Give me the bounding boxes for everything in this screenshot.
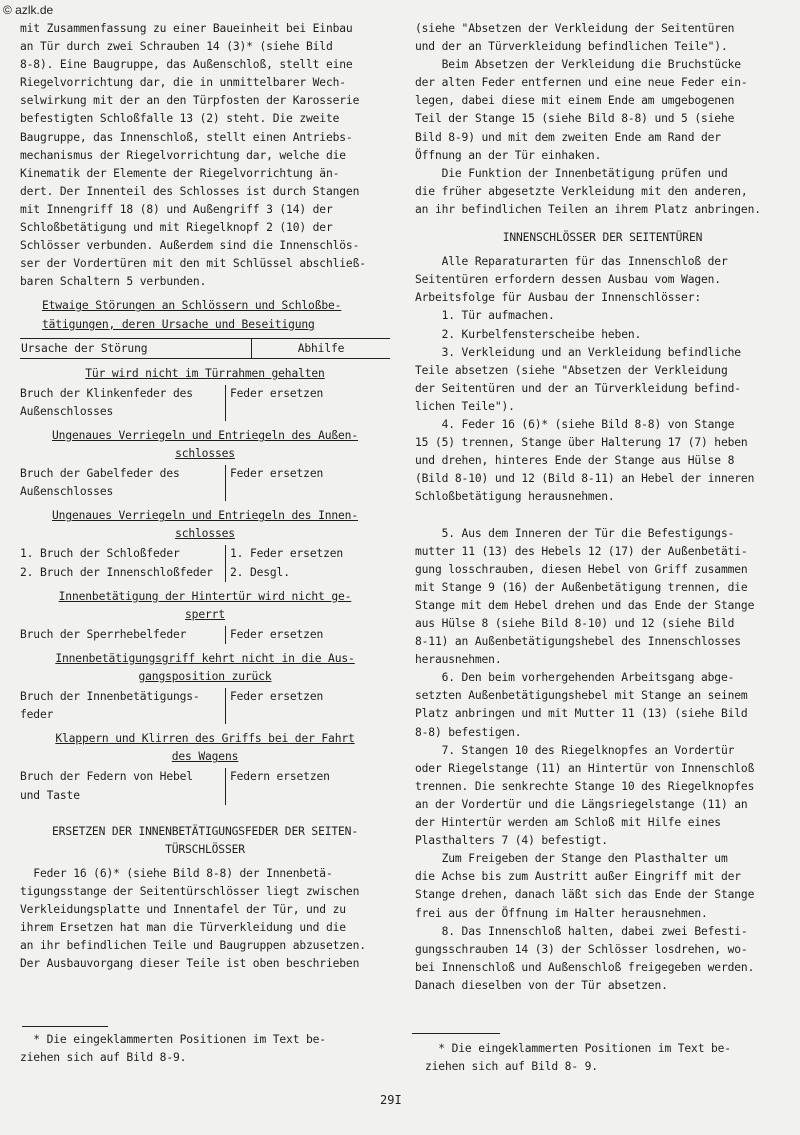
- fault-title-line: Klappern und Klirren des Griffs bei der Fahrt: [55, 732, 355, 746]
- fault-title-line: des Wagens: [171, 750, 239, 764]
- fault-title: [20, 507, 390, 543]
- text-line: befestigten Schloßfalle 13 (2) steht. Die zweite: [20, 112, 340, 126]
- footnote-right: [425, 1040, 731, 1076]
- fault-row: [20, 768, 390, 804]
- text-line: gung losschrauben, diesen Hebel von Griff zusammen: [415, 562, 748, 576]
- text-line: selwirkung mit der an den Türpfosten der Karosserie: [20, 94, 360, 108]
- text-line: ihrem Ersetzen hat man die Türverkleidung und die: [20, 921, 346, 935]
- fault-title-line: Ungenaues Verriegeln und Entriegeln des Innen-: [52, 509, 358, 523]
- fault-row: [20, 688, 390, 724]
- text-line: 6. Den beim vorhergehenden Arbeitsgang abge-: [415, 671, 735, 685]
- fault-title: [20, 365, 390, 383]
- text-line: (Bild 8-10) und 12 (Bild 8-11) an Hebel der inneren: [415, 472, 755, 486]
- fault-remedy: Feder ersetzen: [225, 626, 390, 644]
- text-line: tigungsstange der Seitentürschlösser liegt zwischen: [20, 884, 360, 898]
- text-line: an Tür durch zwei Schrauben 14 (3)* (siehe Bild: [20, 40, 333, 54]
- text-line: aus Hülse 8 (siehe Bild 8-10) und 12 (siehe Bild: [415, 617, 735, 630]
- text-line: * Die eingeklammerten Positionen im Text be-: [20, 1033, 326, 1046]
- text-line: 15 (5) trennen, Stange über Halterung 17 (7) heben: [415, 436, 748, 450]
- fault-cause: Bruch der Klinkenfeder des Außenschlosses: [20, 386, 193, 418]
- fault-title-line: sperrt: [185, 607, 225, 621]
- fault-remedy: Federn ersetzen: [225, 768, 390, 804]
- text-line: 1. Tür aufmachen.: [415, 309, 555, 323]
- text-line: Alle Reparaturarten für das Innenschloß der: [415, 255, 728, 269]
- fault-row: [20, 626, 390, 644]
- fault-cause: Bruch der Gabelfeder des Außenschlosses: [20, 467, 180, 499]
- footnote-rule-left: [22, 1026, 108, 1027]
- fault-cause: Bruch der Sperrhebelfeder: [20, 627, 187, 641]
- text-line: trennen. Die senkrechte Stange 10 des Riegelknopfes: [415, 779, 755, 793]
- text-line: Der Ausbauvorgang dieser Teile ist oben beschrieben: [20, 957, 360, 971]
- footnote-rule-right: [412, 1033, 500, 1034]
- text-line: mit Innengriff 18 (8) und Außengriff 3 (14) der: [20, 202, 333, 216]
- text-line: TÜRSCHLÖSSER: [165, 842, 245, 856]
- text-line: [415, 506, 790, 524]
- text-line: Feder 16 (6)* (siehe Bild 8-8) der Innenbetä-: [20, 866, 333, 880]
- text-line: Plasthalters 7 (4) befestigt.: [415, 834, 608, 848]
- right-top-paragraph: [415, 20, 790, 219]
- text-line: baren Schaltern 5 verbunden.: [20, 275, 207, 289]
- text-line: 4. Feder 16 (6)* (siehe Bild 8-8) von Stange: [415, 417, 735, 431]
- fault-cause: Bruch der Federn von Hebel und Taste: [20, 770, 193, 802]
- fault-title-line: schlosses: [175, 446, 235, 460]
- text-line: mutter 11 (13) des Hebels 12 (17) der Außenbetäti-: [415, 544, 748, 558]
- left-column: [20, 20, 390, 973]
- text-line: Zum Freigeben der Stange den Plasthalter um: [415, 852, 728, 866]
- text-line: herausnehmen.: [415, 653, 502, 667]
- text-line: Seitentüren erfordern dessen Ausbau vom Wagen.: [415, 273, 721, 287]
- fault-title: [20, 730, 390, 766]
- fault-remedy: Feder ersetzen: [225, 385, 390, 421]
- text-line: Kinematik der Elemente der Riegelvorrichtung än-: [20, 166, 340, 180]
- text-line: der alten Feder entfernen und eine neue Feder ein-: [415, 76, 748, 90]
- fault-title: [20, 650, 390, 686]
- table-title: [20, 297, 390, 333]
- page-number: 29I: [380, 1093, 402, 1107]
- text-line: an ihr befindlichen Teilen an ihrem Platz anbringen.: [415, 202, 761, 216]
- text-line: bei Innenschloß und Außenschloß freigegeben werden.: [415, 960, 755, 974]
- text-line: 3. Verkleidung und an Verkleidung befindliche: [415, 345, 741, 359]
- fault-title: [20, 427, 390, 463]
- text-line: Teile absetzen (siehe "Absetzen der Verkleidung: [415, 363, 728, 377]
- text-line: Die Funktion der Innenbetätigung prüfen und: [415, 166, 728, 180]
- replace-paragraph: [20, 865, 390, 974]
- text-line: frei aus der Öffnung im Halter herausnehmen.: [415, 906, 708, 920]
- text-line: Etwaige Störungen an Schlössern und Schloßbe-: [42, 299, 342, 313]
- text-line: gungsschrauben 14 (3) der Schlösser losdrehen, wo-: [415, 942, 748, 956]
- fault-table: [20, 365, 390, 805]
- intro-paragraph: [20, 20, 390, 291]
- text-line: 2. Kurbelfensterscheibe heben.: [415, 327, 642, 341]
- fault-row: [20, 545, 390, 581]
- text-line: Teil der Stange 15 (siehe Bild 8-8) und 5 (siehe: [415, 112, 735, 126]
- text-line: 5. Aus dem Inneren der Tür die Befestigungs-: [415, 526, 735, 540]
- replace-heading: [20, 823, 390, 859]
- text-line: Öffnung an der Tür einhaken.: [415, 148, 602, 162]
- text-line: setzten Außenbetätigungshebel mit Stange an seinem: [415, 689, 748, 703]
- text-line: Verkleidungsplatte und Innentafel der Tür, und zu: [20, 903, 346, 917]
- watermark: © azlk.de: [3, 3, 54, 17]
- fault-title-line: Tür wird nicht im Türrahmen gehalten: [85, 366, 325, 380]
- text-line: an der Vordertür und die Längsriegelstange (11) an: [415, 797, 748, 811]
- column-header-cause: Ursache der Störung: [21, 341, 148, 355]
- text-line: mit Stange 9 (16) der Außenbetätigung trennen, die: [415, 580, 748, 594]
- text-line: Schloßbetätigung und mit Riegelknopf 2 (10) der: [20, 221, 333, 235]
- text-line: ERSETZEN DER INNENBETÄTIGUNGSFEDER DER SEITEN-: [52, 824, 358, 838]
- text-line: Baugruppe, das Innenschloß, stellt einen Antriebs-: [20, 130, 353, 144]
- right-column: [415, 20, 790, 995]
- text-line: der Seitentüren und der an Türverkleidung befind-: [415, 381, 741, 395]
- text-line: (siehe "Absetzen der Verkleidung der Seitentüren: [415, 22, 735, 35]
- fault-cause: 1. Bruch der Schloßfeder 2. Bruch der Innenschloßfeder: [20, 547, 213, 579]
- text-line: Arbeitsfolge für Ausbau der Innenschlösser:: [415, 291, 702, 305]
- text-line: 7. Stangen 10 des Riegelknopfes an Vordertür: [415, 743, 735, 757]
- text-line: * Die eingeklammerten Positionen im Text be-: [425, 1042, 731, 1055]
- text-line: Schlösser verbunden. Außerdem sind die Innenschlös-: [20, 239, 360, 253]
- fault-title-line: Innenbetätigung der Hintertür wird nicht ge-: [58, 589, 352, 603]
- text-line: ziehen sich auf Bild 8-9.: [20, 1051, 187, 1065]
- text-line: und drehen, hinteres Ende der Stange aus Hülse 8: [415, 454, 735, 468]
- text-line: Platz anbringen und mit Mutter 11 (13) (siehe Bild: [415, 707, 748, 721]
- text-line: die früher abgesetzte Verkleidung mit den anderen,: [415, 184, 748, 198]
- fault-title-line: Ungenaues Verriegeln und Entriegeln des Außen-: [52, 428, 358, 442]
- fault-row: [20, 465, 390, 501]
- text-line: mechanismus der Riegelvorrichtung dar, welche die: [20, 148, 346, 162]
- fault-row: [20, 385, 390, 421]
- text-line: an ihr befindlichen Teile und Baugruppen abzusetzen.: [20, 939, 366, 953]
- right-body: [415, 253, 790, 995]
- fault-cause: Bruch der Innenbetätigungs- feder: [20, 690, 200, 722]
- table-header: [20, 338, 390, 359]
- text-line: lichen Teile").: [415, 399, 515, 413]
- text-line: und der an Türverkleidung befindlichen Teile").: [415, 40, 728, 54]
- text-line: Schloßbetätigung herausnehmen.: [415, 490, 615, 504]
- fault-remedy: Feder ersetzen: [225, 688, 390, 724]
- text-line: 8-11) an Außenbetätigungshebel des Innenschlosses: [415, 635, 741, 649]
- text-line: tätigungen, deren Ursache und Beseitigung: [42, 317, 315, 331]
- text-line: 8-8). Eine Baugruppe, das Außenschloß, stellt eine: [20, 58, 353, 72]
- footnote-left: [20, 1031, 326, 1067]
- column-header-remedy: Abhilfe: [251, 339, 390, 358]
- section-heading: INNENSCHLÖSSER DER SEITENTÜREN: [502, 231, 703, 245]
- text-line: Danach dieselben von der Tür absetzen.: [415, 978, 668, 992]
- text-line: Stange mit dem Hebel drehen und das Ende der Stange: [415, 598, 755, 612]
- text-line: oder Riegelstange (11) an Hintertür von Innenschloß: [415, 761, 755, 775]
- text-line: der Hintertür werden am Schloß mit Hilfe eines: [415, 816, 721, 830]
- fault-remedy: Feder ersetzen: [225, 465, 390, 501]
- fault-title-line: gangsposition zurück: [138, 670, 272, 683]
- text-line: Beim Absetzen der Verkleidung die Bruchstücke: [415, 58, 741, 72]
- text-line: Riegelvorrichtung dar, die in unmittelbarer Wech-: [20, 76, 346, 90]
- fault-title: [20, 588, 390, 624]
- text-line: ser der Vordertüren mit den mit Schlüssel abschließ-: [20, 257, 366, 271]
- text-line: die Achse bis zum Austritt außer Eingriff mit der: [415, 870, 741, 884]
- fault-title-line: schlosses: [175, 527, 235, 541]
- text-line: legen, dabei diese mit einem Ende am umgebogenen: [415, 94, 735, 108]
- text-line: 8. Das Innenschloß halten, dabei zwei Befesti-: [415, 924, 748, 938]
- text-line: 8-8) befestigen.: [415, 725, 522, 739]
- text-line: ziehen sich auf Bild 8- 9.: [425, 1060, 598, 1074]
- text-line: mit Zusammenfassung zu einer Baueinheit bei Einbau: [20, 22, 353, 35]
- fault-remedy: 1. Feder ersetzen 2. Desgl.: [225, 545, 390, 581]
- text-line: Bild 8-9) und mit dem zweiten Ende am Rand der: [415, 130, 721, 144]
- text-line: dert. Der Innenteil des Schlosses ist durch Stangen: [20, 184, 360, 198]
- text-line: Stange drehen, danach läßt sich das Ende der Stange: [415, 888, 755, 902]
- fault-title-line: Innenbetätigungsgriff kehrt nicht in die Aus-: [55, 651, 355, 665]
